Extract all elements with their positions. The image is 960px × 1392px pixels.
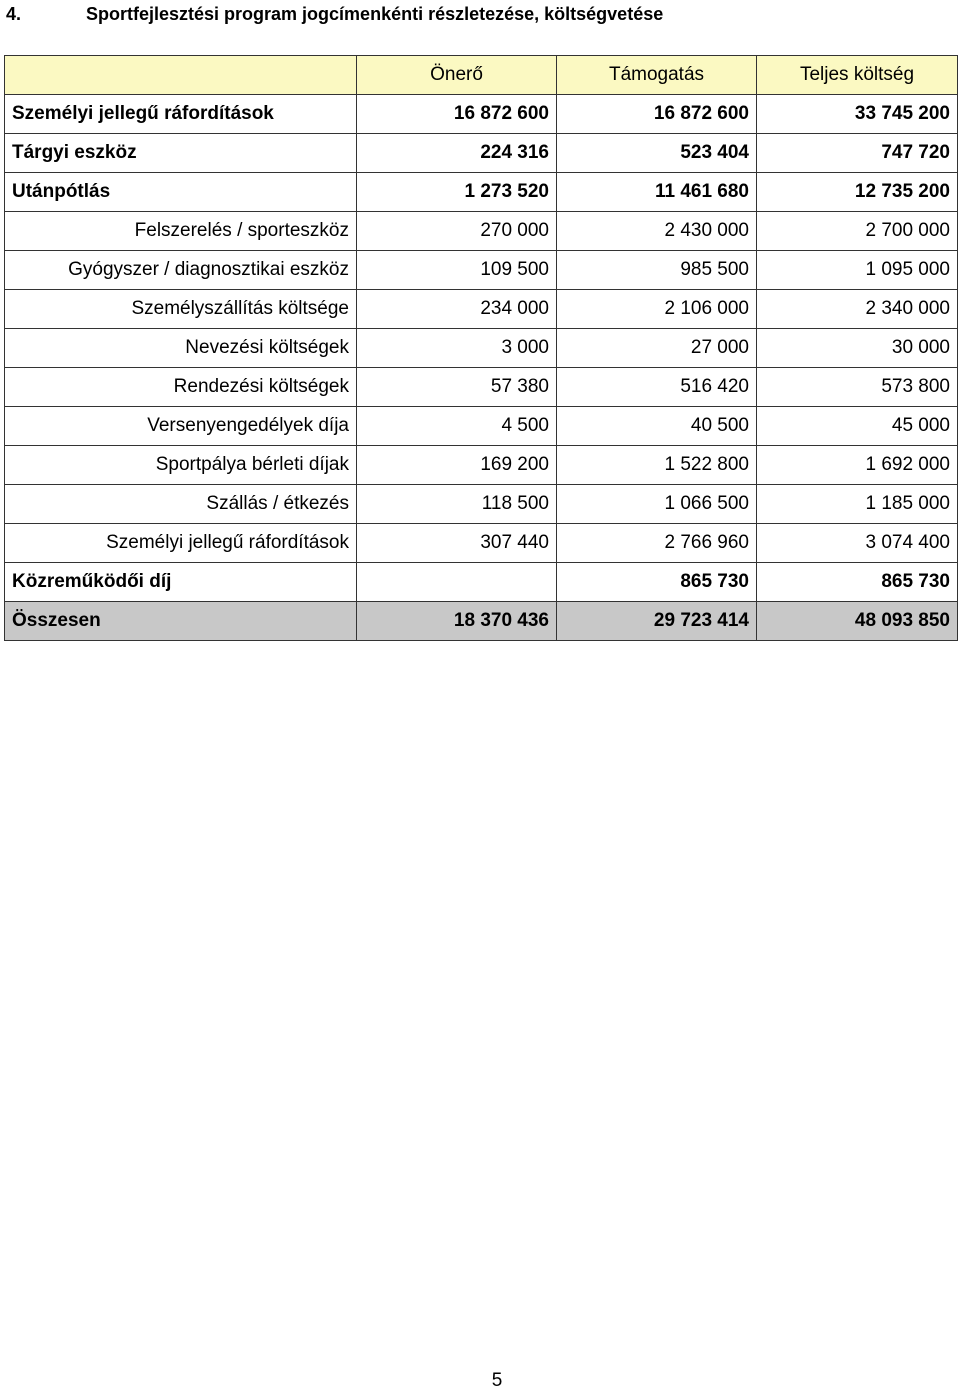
table-row — [5, 134, 958, 173]
cell-tamogatas: 1 522 800 — [557, 446, 757, 485]
section-heading — [6, 0, 663, 28]
cell-oneron: 307 440 — [357, 524, 557, 563]
cell-teljes: 12 735 200 — [757, 173, 958, 212]
cell-teljes: 1 692 000 — [757, 446, 958, 485]
total-label: Összesen — [5, 602, 357, 641]
table-row — [5, 251, 958, 290]
header-cell-teljes: Teljes költség — [757, 56, 958, 95]
cell-oneron: 3 000 — [357, 329, 557, 368]
cell-teljes: 2 340 000 — [757, 290, 958, 329]
row-label: Rendezési költségek — [5, 368, 357, 407]
cell-teljes: 747 720 — [757, 134, 958, 173]
cell-oneron: 270 000 — [357, 212, 557, 251]
header-cell-tamogatas: Támogatás — [557, 56, 757, 95]
cell-teljes: 1 185 000 — [757, 485, 958, 524]
table-row — [5, 407, 958, 446]
row-label: Személyi jellegű ráfordítások — [5, 95, 357, 134]
cell-tamogatas: 2 430 000 — [557, 212, 757, 251]
row-label: Közreműködői díj — [5, 563, 357, 602]
cell-oneron: 169 200 — [357, 446, 557, 485]
budget-table — [4, 55, 958, 641]
table-row — [5, 212, 958, 251]
cell-teljes: 865 730 — [757, 563, 958, 602]
row-label: Gyógyszer / diagnosztikai eszköz — [5, 251, 357, 290]
total-oneron: 18 370 436 — [357, 602, 557, 641]
cell-oneron: 109 500 — [357, 251, 557, 290]
cell-oneron: 234 000 — [357, 290, 557, 329]
cell-oneron: 57 380 — [357, 368, 557, 407]
header-cell-oneron: Önerő — [357, 56, 557, 95]
table-row — [5, 173, 958, 212]
table-row — [5, 329, 958, 368]
row-label: Sportpálya bérleti díjak — [5, 446, 357, 485]
cell-teljes: 573 800 — [757, 368, 958, 407]
section-title: Sportfejlesztési program jogcímenkénti részletezése, költségvetése — [86, 4, 664, 24]
row-label: Versenyengedélyek díja — [5, 407, 357, 446]
cell-tamogatas: 2 766 960 — [557, 524, 757, 563]
row-label: Szállás / étkezés — [5, 485, 357, 524]
cell-tamogatas: 11 461 680 — [557, 173, 757, 212]
cell-teljes: 33 745 200 — [757, 95, 958, 134]
row-label: Felszerelés / sporteszköz — [5, 212, 357, 251]
row-label: Nevezési költségek — [5, 329, 357, 368]
table-row — [5, 446, 958, 485]
table-row — [5, 95, 958, 134]
row-label: Személyszállítás költsége — [5, 290, 357, 329]
cell-tamogatas: 865 730 — [557, 563, 757, 602]
row-label: Utánpótlás — [5, 173, 357, 212]
cell-tamogatas: 523 404 — [557, 134, 757, 173]
table-row — [5, 524, 958, 563]
cell-oneron: 224 316 — [357, 134, 557, 173]
cell-tamogatas: 516 420 — [557, 368, 757, 407]
cell-teljes: 30 000 — [757, 329, 958, 368]
cell-tamogatas: 985 500 — [557, 251, 757, 290]
row-label: Személyi jellegű ráfordítások — [5, 524, 357, 563]
total-teljes: 48 093 850 — [757, 602, 958, 641]
header-cell-empty — [5, 56, 357, 95]
cell-tamogatas: 2 106 000 — [557, 290, 757, 329]
cell-teljes: 45 000 — [757, 407, 958, 446]
page-number: 5 — [491, 1370, 503, 1391]
section-number: 4. — [6, 4, 22, 24]
total-row — [5, 602, 958, 641]
cell-tamogatas: 40 500 — [557, 407, 757, 446]
cell-tamogatas: 1 066 500 — [557, 485, 757, 524]
cell-teljes: 2 700 000 — [757, 212, 958, 251]
cell-tamogatas: 16 872 600 — [557, 95, 757, 134]
cell-oneron: 4 500 — [357, 407, 557, 446]
row-label: Tárgyi eszköz — [5, 134, 357, 173]
table-row — [5, 563, 958, 602]
cell-teljes: 3 074 400 — [757, 524, 958, 563]
cell-oneron — [357, 563, 557, 602]
cell-oneron: 16 872 600 — [357, 95, 557, 134]
table-header-row — [5, 56, 958, 95]
table-row — [5, 485, 958, 524]
table-row — [5, 368, 958, 407]
cell-teljes: 1 095 000 — [757, 251, 958, 290]
table-row — [5, 290, 958, 329]
cell-tamogatas: 27 000 — [557, 329, 757, 368]
total-tamogatas: 29 723 414 — [557, 602, 757, 641]
cell-oneron: 1 273 520 — [357, 173, 557, 212]
cell-oneron: 118 500 — [357, 485, 557, 524]
